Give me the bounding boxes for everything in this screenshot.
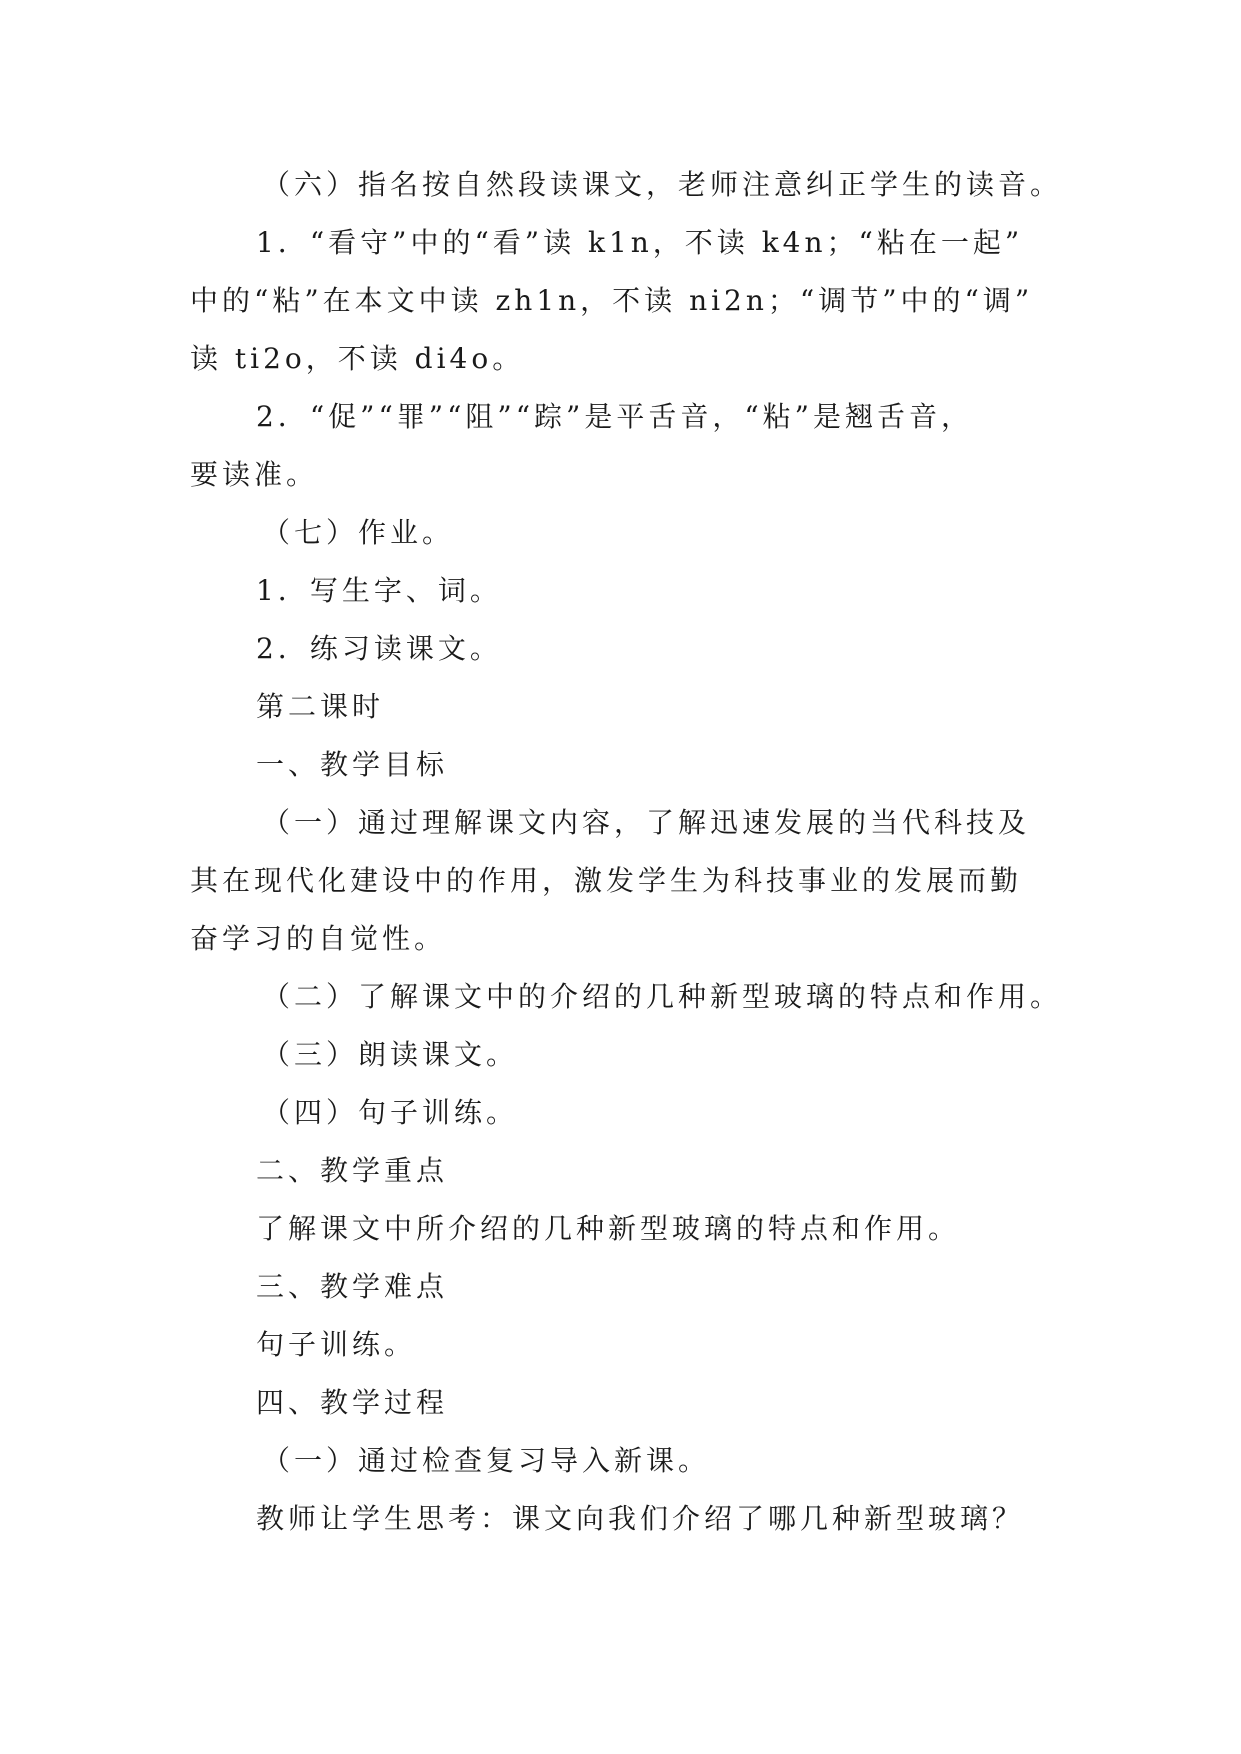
- paragraph-line: 其在现代化建设中的作用，激发学生为科技事业的发展而勤: [190, 864, 1023, 897]
- paragraph-line: 2．练习读课文。: [256, 632, 502, 665]
- paragraph-line: （一）通过理解课文内容，了解迅速发展的当代科技及: [262, 806, 1031, 839]
- section-heading: 三、教学难点: [256, 1270, 449, 1303]
- paragraph-line: （一）通过检查复习导入新课。: [262, 1444, 711, 1477]
- paragraph-line: 1．写生字、词。: [256, 574, 502, 607]
- paragraph-line: （六）指名按自然段读课文，老师注意纠正学生的读音。: [262, 168, 1063, 201]
- section-heading: 二、教学重点: [256, 1154, 449, 1187]
- paragraph-line: 了解课文中所介绍的几种新型玻璃的特点和作用。: [256, 1212, 961, 1245]
- paragraph-line: （四）句子训练。: [262, 1096, 519, 1129]
- paragraph-line: （七）作业。: [262, 516, 455, 549]
- paragraph-line: 句子训练。: [256, 1328, 417, 1361]
- paragraph-line: 2．“促”“罪”“阻”“踪”是平舌音，“粘”是翘舌音，: [256, 400, 973, 433]
- paragraph-line: 1．“看守”中的“看”读 k1n，不读 k4n；“粘在一起”: [256, 226, 1024, 259]
- paragraph-line: 中的“粘”在本文中读 zh1n，不读 ni2n；“调节”中的“调”: [190, 284, 1034, 317]
- paragraph-line: 奋学习的自觉性。: [190, 922, 447, 955]
- paragraph-line: 教师让学生思考：课文向我们介绍了哪几种新型玻璃？: [256, 1502, 1025, 1535]
- section-heading: 四、教学过程: [256, 1386, 449, 1419]
- paragraph-line: 读 ti2o，不读 di4o。: [190, 342, 525, 375]
- section-heading: 第二课时: [256, 690, 385, 723]
- paragraph-line: （二）了解课文中的介绍的几种新型玻璃的特点和作用。: [262, 980, 1063, 1013]
- paragraph-line: 要读准。: [190, 458, 319, 491]
- section-heading: 一、教学目标: [256, 748, 449, 781]
- paragraph-line: （三）朗读课文。: [262, 1038, 519, 1071]
